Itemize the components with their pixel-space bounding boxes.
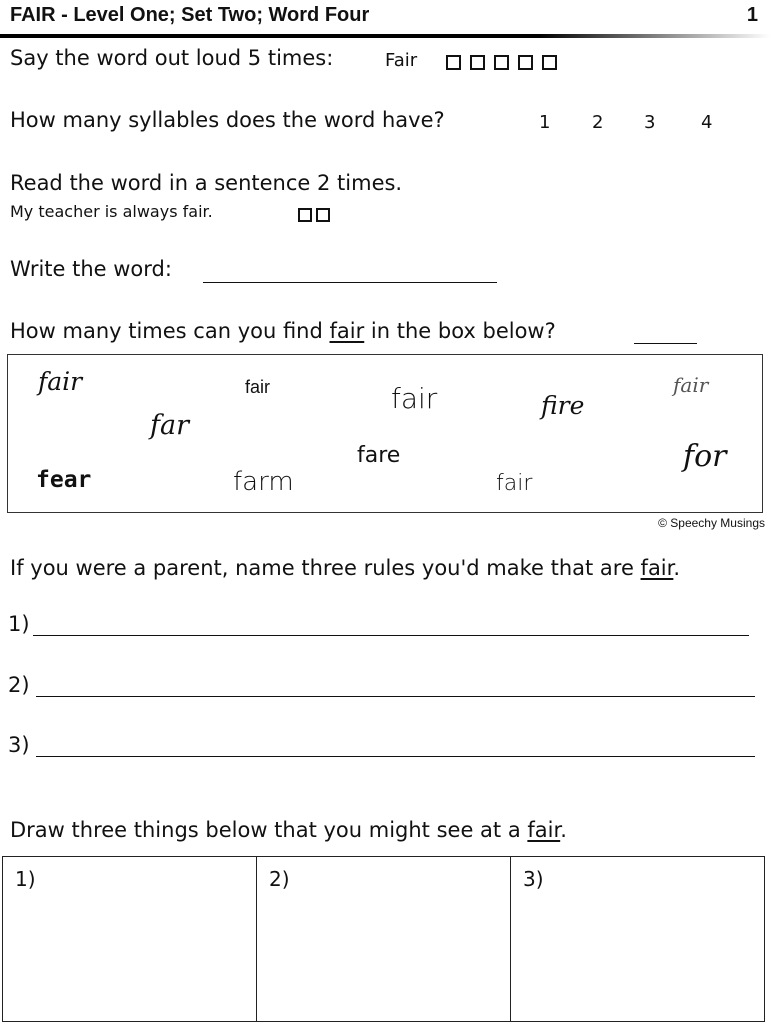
sentence-checkboxes [298, 206, 334, 225]
drawing-cell-3[interactable] [511, 857, 764, 1021]
credit-text: © Speechy Musings [658, 516, 765, 530]
word-item: farm [233, 467, 294, 497]
rules-prompt-end: . [673, 556, 681, 580]
word-item: fair [38, 367, 83, 396]
write-prompt: Write the word: [10, 257, 172, 281]
find-prompt-text-end: in the box below? [364, 319, 556, 343]
write-answer-line[interactable] [203, 262, 497, 283]
syllable-option-4[interactable]: 4 [701, 112, 713, 133]
page-title: FAIR - Level One; Set Two; Word Four [10, 4, 370, 26]
drawing-cell-label: 2) [269, 867, 290, 891]
word-search-box [7, 354, 763, 513]
sentence-prompt: Read the word in a sentence 2 times. [10, 171, 403, 195]
draw-prompt-text: Draw three things below that you might see at a [10, 818, 528, 842]
page-number: 1 [746, 4, 758, 26]
word-item: fair [391, 382, 438, 415]
header-divider [0, 34, 770, 38]
say-checkboxes [446, 54, 566, 73]
rules-prompt-text: If you were a parent, name three rules you'd make that are [10, 556, 641, 580]
say-checkbox[interactable] [518, 55, 533, 70]
rules-prompt [10, 556, 680, 580]
find-answer-line[interactable] [634, 326, 697, 344]
drawing-table [2, 856, 765, 1022]
find-target-word: fair [329, 319, 365, 343]
say-checkbox[interactable] [494, 55, 509, 70]
rule-number-3: 3) [8, 733, 30, 757]
word-item: fare [357, 443, 401, 468]
find-prompt [10, 319, 556, 343]
say-checkbox[interactable] [446, 55, 461, 70]
find-prompt-text: How many times can you find [10, 319, 330, 343]
rule-number-2: 2) [8, 673, 30, 697]
syllable-option-2[interactable]: 2 [592, 112, 604, 133]
say-checkbox[interactable] [542, 55, 557, 70]
rule-answer-line-1[interactable] [33, 614, 749, 636]
word-item: fair [245, 377, 271, 397]
drawing-cell-1[interactable] [3, 857, 257, 1021]
syllable-option-3[interactable]: 3 [644, 112, 656, 133]
sentence-checkbox[interactable] [316, 208, 330, 222]
syllables-prompt: How many syllables does the word have? [10, 108, 445, 132]
sentence-text: My teacher is always fair. [10, 202, 213, 221]
syllable-option-1[interactable]: 1 [539, 112, 551, 133]
drawing-cell-label: 3) [523, 867, 544, 891]
draw-prompt-end: . [560, 818, 567, 842]
draw-target-word: fair [527, 818, 561, 842]
rule-number-1: 1) [8, 612, 30, 636]
draw-prompt [10, 818, 567, 842]
drawing-cell-label: 1) [15, 867, 36, 891]
sentence-checkbox[interactable] [298, 208, 312, 222]
rules-target-word: fair [640, 556, 674, 580]
say-word: Fair [385, 50, 418, 71]
drawing-cell-2[interactable] [257, 857, 511, 1021]
word-item: fear [36, 467, 92, 493]
word-item: far [150, 410, 189, 441]
word-item: fair [496, 471, 533, 496]
word-item: for [683, 439, 727, 474]
rule-answer-line-2[interactable] [36, 675, 755, 697]
say-prompt: Say the word out loud 5 times: [10, 46, 334, 70]
word-item: fair [673, 373, 709, 397]
rule-answer-line-3[interactable] [36, 735, 755, 757]
say-checkbox[interactable] [470, 55, 485, 70]
word-item: fire [541, 391, 585, 420]
